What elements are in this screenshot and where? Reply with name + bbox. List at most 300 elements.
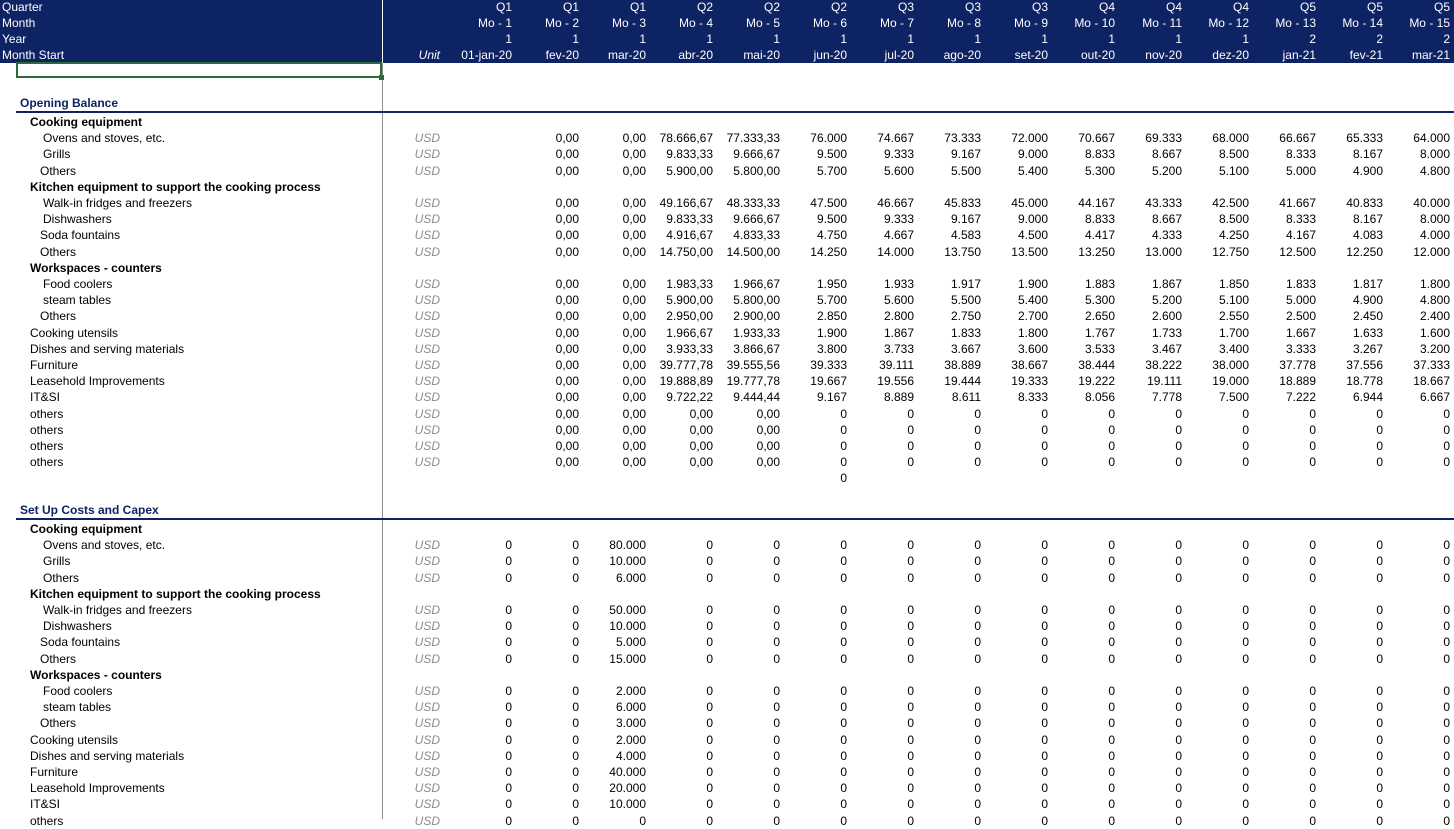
header-cell[interactable]: Q3 [1031, 0, 1048, 14]
value-cell[interactable]: 0 [907, 439, 914, 453]
value-cell[interactable]: 2.950,00 [666, 309, 713, 324]
value-cell[interactable]: 5.600 [883, 293, 914, 308]
value-cell[interactable]: 0 [840, 684, 847, 698]
header-cell[interactable]: Q4 [1165, 0, 1182, 14]
table-row[interactable] [0, 146, 1454, 162]
header-cell[interactable]: abr-20 [678, 48, 713, 62]
header-cell[interactable]: 1 [840, 32, 847, 46]
value-cell[interactable]: 0 [572, 570, 579, 585]
header-cell[interactable]: Mo - 9 [1013, 16, 1048, 30]
value-cell[interactable]: 8.000 [1419, 147, 1450, 162]
value-cell[interactable]: 0 [505, 635, 512, 650]
value-cell[interactable]: 0 [1242, 765, 1249, 779]
value-cell[interactable]: 10.000 [609, 619, 646, 634]
value-cell[interactable]: 0 [1443, 732, 1450, 747]
value-cell[interactable]: 0,00 [756, 406, 780, 421]
value-cell[interactable]: 0 [773, 781, 780, 796]
table-row[interactable] [0, 651, 1454, 667]
value-cell[interactable]: 0 [1242, 619, 1249, 634]
value-cell[interactable]: 0,00 [555, 228, 579, 243]
value-cell[interactable]: 0 [706, 538, 713, 553]
value-cell[interactable]: 0 [1376, 406, 1383, 421]
value-cell[interactable]: 0 [1041, 455, 1048, 470]
value-cell[interactable]: 9.333 [883, 212, 914, 227]
value-cell[interactable]: 1.966,67 [733, 277, 780, 291]
value-cell[interactable]: 39.111 [879, 358, 914, 372]
value-cell[interactable]: 5.600 [883, 163, 914, 178]
table-row[interactable] [0, 683, 1454, 699]
value-cell[interactable]: 9.167 [950, 147, 981, 162]
value-cell[interactable]: 0 [1175, 781, 1182, 796]
value-cell[interactable]: 0 [572, 538, 579, 553]
value-cell[interactable]: 0,00 [622, 277, 646, 291]
value-cell[interactable]: 2.700 [1017, 309, 1048, 324]
value-cell[interactable]: 0,00 [622, 212, 646, 227]
value-cell[interactable]: 3.800 [816, 341, 847, 356]
value-cell[interactable]: 5.200 [1151, 163, 1182, 178]
value-cell[interactable]: 9.666,67 [733, 212, 780, 227]
value-cell[interactable]: 0 [840, 813, 847, 828]
value-cell[interactable]: 15.000 [609, 651, 646, 666]
value-cell[interactable]: 0 [505, 781, 512, 796]
header-cell[interactable]: 1 [974, 32, 981, 46]
value-cell[interactable]: 76.000 [810, 131, 847, 146]
value-cell[interactable]: 0 [1309, 684, 1316, 698]
value-cell[interactable]: 6.000 [615, 570, 646, 585]
value-cell[interactable]: 4.000 [1419, 228, 1450, 243]
value-cell[interactable]: 0 [1041, 570, 1048, 585]
value-cell[interactable]: 0 [505, 716, 512, 731]
value-cell[interactable]: 8.167 [1352, 147, 1383, 162]
value-cell[interactable]: 0 [1175, 651, 1182, 666]
value-cell[interactable]: 0 [572, 716, 579, 731]
value-cell[interactable]: 0 [1309, 748, 1316, 763]
value-cell[interactable]: 8.667 [1151, 147, 1182, 162]
value-cell[interactable]: 8.056 [1084, 390, 1115, 405]
value-cell[interactable]: 2.400 [1419, 309, 1450, 324]
value-cell[interactable]: 2.000 [615, 732, 646, 747]
value-cell[interactable]: 0 [1376, 765, 1383, 779]
value-cell[interactable]: 0 [840, 455, 847, 470]
value-cell[interactable]: 0,00 [622, 455, 646, 470]
value-cell[interactable]: 0 [1041, 619, 1048, 634]
table-row[interactable] [0, 667, 1454, 683]
value-cell[interactable]: 0 [572, 651, 579, 666]
value-cell[interactable]: 8.333 [1017, 390, 1048, 405]
value-cell[interactable]: 3.267 [1352, 341, 1383, 356]
value-cell[interactable]: 7.222 [1285, 390, 1316, 405]
value-cell[interactable]: 0 [840, 635, 847, 650]
table-row[interactable] [0, 602, 1454, 618]
header-cell[interactable]: 01-jan-20 [461, 48, 512, 62]
value-cell[interactable]: 0 [1309, 797, 1316, 812]
table-row[interactable] [0, 179, 1454, 195]
value-cell[interactable]: 4.800 [1419, 293, 1450, 308]
value-cell[interactable]: 0 [1443, 651, 1450, 666]
value-cell[interactable]: 39.777,78 [659, 358, 713, 372]
value-cell[interactable]: 0 [1175, 554, 1182, 569]
value-cell[interactable]: 13.500 [1011, 244, 1048, 259]
value-cell[interactable]: 0 [773, 765, 780, 779]
value-cell[interactable]: 8.611 [951, 390, 981, 405]
value-cell[interactable]: 0 [1108, 813, 1115, 828]
value-cell[interactable]: 2.850 [816, 309, 847, 324]
value-cell[interactable]: 4.083 [1352, 228, 1383, 243]
value-cell[interactable]: 0,00 [622, 325, 646, 340]
value-cell[interactable]: 0 [1309, 570, 1316, 585]
value-cell[interactable]: 0 [505, 700, 512, 715]
value-cell[interactable]: 0,00 [555, 422, 579, 437]
value-cell[interactable]: 5.200 [1151, 293, 1182, 308]
value-cell[interactable]: 0,00 [622, 341, 646, 356]
value-cell[interactable]: 0 [505, 554, 512, 569]
value-cell[interactable]: 5.800,00 [733, 163, 780, 178]
value-cell[interactable]: 47.500 [810, 196, 847, 210]
value-cell[interactable]: 0,00 [622, 293, 646, 308]
value-cell[interactable]: 0,00 [622, 196, 646, 210]
value-cell[interactable]: 1.983,33 [666, 277, 713, 291]
value-cell[interactable]: 0 [706, 554, 713, 569]
value-cell[interactable]: 5.500 [950, 163, 981, 178]
value-cell[interactable]: 3.866,67 [733, 341, 780, 356]
value-cell[interactable]: 0 [1041, 813, 1048, 828]
value-cell[interactable]: 0 [1242, 700, 1249, 715]
value-cell[interactable]: 78.666,67 [659, 131, 713, 146]
value-cell[interactable]: 1.867 [1151, 277, 1182, 291]
value-cell[interactable]: 0,00 [756, 455, 780, 470]
value-cell[interactable]: 0 [1443, 603, 1450, 617]
value-cell[interactable]: 0 [1376, 797, 1383, 812]
value-cell[interactable]: 0 [974, 700, 981, 715]
value-cell[interactable]: 0 [1443, 684, 1450, 698]
value-cell[interactable]: 0 [1175, 538, 1182, 553]
value-cell[interactable]: 0 [907, 538, 914, 553]
value-cell[interactable]: 0 [1175, 748, 1182, 763]
value-cell[interactable]: 0 [1041, 635, 1048, 650]
value-cell[interactable]: 0 [1242, 635, 1249, 650]
header-cell[interactable]: 1 [773, 32, 780, 46]
value-cell[interactable]: 4.500 [1017, 228, 1048, 243]
value-cell[interactable]: 9.833,33 [666, 212, 713, 227]
value-cell[interactable]: 0 [907, 732, 914, 747]
header-cell[interactable]: out-20 [1080, 48, 1115, 62]
value-cell[interactable]: 0 [974, 538, 981, 553]
value-cell[interactable]: 74.667 [877, 131, 914, 146]
value-cell[interactable]: 0 [840, 748, 847, 763]
value-cell[interactable]: 0 [1175, 439, 1182, 453]
value-cell[interactable]: 40.000 [1413, 196, 1450, 210]
value-cell[interactable]: 1.817 [1352, 277, 1383, 291]
value-cell[interactable]: 0 [1242, 781, 1249, 796]
value-cell[interactable]: 0 [1376, 439, 1383, 453]
value-cell[interactable]: 0 [773, 619, 780, 634]
value-cell[interactable]: 0 [773, 570, 780, 585]
value-cell[interactable]: 40.833 [1346, 196, 1383, 210]
value-cell[interactable]: 0 [1041, 748, 1048, 763]
value-cell[interactable]: 0 [706, 619, 713, 634]
value-cell[interactable]: 4.167 [1285, 228, 1316, 243]
value-cell[interactable]: 0 [974, 651, 981, 666]
value-cell[interactable]: 5.000 [615, 635, 646, 650]
value-cell[interactable]: 0 [505, 619, 512, 634]
header-cell[interactable]: Mo - 3 [611, 16, 646, 30]
table-row[interactable] [0, 764, 1454, 780]
value-cell[interactable]: 2.450 [1352, 309, 1383, 324]
header-cell[interactable]: Mo - 2 [544, 16, 579, 30]
header-cell[interactable]: jan-21 [1282, 48, 1316, 62]
value-cell[interactable]: 45.833 [944, 196, 981, 210]
value-cell[interactable]: 8.833 [1084, 212, 1115, 227]
value-cell[interactable]: 0 [1443, 406, 1450, 421]
value-cell[interactable]: 6.000 [615, 700, 646, 715]
value-cell[interactable]: 0 [974, 765, 981, 779]
value-cell[interactable]: 0 [1376, 732, 1383, 747]
value-cell[interactable]: 5.400 [1017, 163, 1048, 178]
value-cell[interactable]: 0 [773, 813, 780, 828]
table-row[interactable] [0, 325, 1454, 341]
value-cell[interactable]: 0 [1041, 732, 1048, 747]
value-cell[interactable]: 0 [907, 797, 914, 812]
value-cell[interactable]: 0 [840, 538, 847, 553]
value-cell[interactable]: 0 [1309, 651, 1316, 666]
value-cell[interactable]: 0,00 [555, 293, 579, 308]
value-cell[interactable]: 0 [1108, 406, 1115, 421]
value-cell[interactable]: 1.667 [1285, 325, 1316, 340]
header-cell[interactable]: Mo - 1 [477, 16, 512, 30]
value-cell[interactable]: 14.250 [810, 244, 847, 259]
value-cell[interactable]: 0 [1443, 422, 1450, 437]
value-cell[interactable]: 72.000 [1011, 131, 1048, 146]
value-cell[interactable]: 0,00 [622, 358, 646, 372]
table-row[interactable] [0, 470, 1454, 486]
value-cell[interactable]: 19.667 [810, 374, 847, 389]
header-cell[interactable]: 2 [1376, 32, 1383, 46]
table-row[interactable] [0, 521, 1454, 537]
value-cell[interactable]: 5.800,00 [733, 293, 780, 308]
value-cell[interactable]: 4.900 [1352, 293, 1383, 308]
table-row[interactable] [0, 292, 1454, 308]
value-cell[interactable]: 0 [1175, 684, 1182, 698]
value-cell[interactable]: 37.556 [1346, 358, 1383, 372]
header-cell[interactable]: Q2 [696, 0, 713, 14]
header-cell[interactable]: 2 [1443, 32, 1450, 46]
value-cell[interactable]: 13.000 [1145, 244, 1182, 259]
value-cell[interactable]: 18.778 [1346, 374, 1383, 389]
value-cell[interactable]: 0 [1175, 406, 1182, 421]
value-cell[interactable]: 46.667 [877, 196, 914, 210]
value-cell[interactable]: 0 [1108, 538, 1115, 553]
value-cell[interactable]: 0 [1175, 700, 1182, 715]
value-cell[interactable]: 3.000 [615, 716, 646, 731]
value-cell[interactable]: 0 [974, 422, 981, 437]
value-cell[interactable]: 0 [1376, 651, 1383, 666]
value-cell[interactable]: 2.800 [883, 309, 914, 324]
value-cell[interactable]: 0 [1108, 748, 1115, 763]
value-cell[interactable]: 0,00 [555, 406, 579, 421]
value-cell[interactable]: 0 [1041, 765, 1048, 779]
value-cell[interactable]: 0 [974, 406, 981, 421]
header-cell[interactable]: 1 [1108, 32, 1115, 46]
value-cell[interactable]: 0 [1108, 439, 1115, 453]
value-cell[interactable]: 1.917 [950, 277, 981, 291]
value-cell[interactable]: 0 [1443, 554, 1450, 569]
value-cell[interactable]: 0 [1443, 619, 1450, 634]
value-cell[interactable]: 12.000 [1413, 244, 1450, 259]
value-cell[interactable]: 0 [974, 716, 981, 731]
table-row[interactable] [0, 227, 1454, 243]
value-cell[interactable]: 0 [907, 765, 914, 779]
value-cell[interactable]: 1.966,67 [666, 325, 713, 340]
value-cell[interactable]: 0,00 [555, 439, 579, 453]
value-cell[interactable]: 0 [639, 813, 646, 828]
value-cell[interactable]: 0,00 [622, 163, 646, 178]
value-cell[interactable]: 0 [1376, 635, 1383, 650]
value-cell[interactable]: 20.000 [609, 781, 646, 796]
value-cell[interactable]: 0 [505, 684, 512, 698]
value-cell[interactable]: 0,00 [689, 455, 713, 470]
value-cell[interactable]: 0 [974, 603, 981, 617]
value-cell[interactable]: 8.333 [1285, 212, 1316, 227]
header-cell[interactable]: Mo - 7 [879, 16, 914, 30]
value-cell[interactable]: 6.667 [1419, 390, 1450, 405]
value-cell[interactable]: 2.750 [950, 309, 981, 324]
value-cell[interactable]: 0 [974, 439, 981, 453]
value-cell[interactable]: 12.750 [1212, 244, 1249, 259]
value-cell[interactable]: 0 [773, 732, 780, 747]
value-cell[interactable]: 3.467 [1151, 341, 1182, 356]
value-cell[interactable]: 0 [572, 603, 579, 617]
value-cell[interactable]: 0 [1376, 748, 1383, 763]
value-cell[interactable]: 0,00 [622, 131, 646, 146]
header-cell[interactable]: mai-20 [743, 48, 780, 62]
value-cell[interactable]: 3.733 [883, 341, 914, 356]
value-cell[interactable]: 43.333 [1145, 196, 1182, 210]
value-cell[interactable]: 0 [1041, 684, 1048, 698]
header-cell[interactable]: Mo - 10 [1074, 16, 1115, 30]
value-cell[interactable]: 0 [1309, 439, 1316, 453]
value-cell[interactable]: 0 [706, 684, 713, 698]
header-cell[interactable]: Mo - 13 [1275, 16, 1316, 30]
value-cell[interactable]: 0,00 [622, 390, 646, 405]
value-cell[interactable]: 19.111 [1147, 374, 1182, 389]
value-cell[interactable]: 0 [907, 406, 914, 421]
table-row[interactable] [0, 389, 1454, 405]
value-cell[interactable]: 0,00 [555, 244, 579, 259]
value-cell[interactable]: 0 [1309, 765, 1316, 779]
value-cell[interactable]: 0 [1041, 603, 1048, 617]
value-cell[interactable]: 0 [1376, 603, 1383, 617]
value-cell[interactable]: 0,00 [555, 147, 579, 162]
value-cell[interactable]: 5.300 [1084, 293, 1115, 308]
value-cell[interactable]: 0 [1443, 700, 1450, 715]
header-cell[interactable]: ago-20 [943, 48, 981, 62]
header-cell[interactable]: Mo - 12 [1208, 16, 1249, 30]
value-cell[interactable]: 0 [706, 732, 713, 747]
value-cell[interactable]: 0 [505, 570, 512, 585]
value-cell[interactable]: 80.000 [609, 538, 646, 553]
value-cell[interactable]: 0,00 [622, 244, 646, 259]
value-cell[interactable]: 13.750 [944, 244, 981, 259]
value-cell[interactable]: 0 [907, 570, 914, 585]
value-cell[interactable]: 3.600 [1017, 341, 1048, 356]
value-cell[interactable]: 0,00 [689, 422, 713, 437]
value-cell[interactable]: 0,00 [622, 309, 646, 324]
value-cell[interactable]: 0 [974, 635, 981, 650]
value-cell[interactable]: 50.000 [609, 603, 646, 617]
value-cell[interactable]: 1.933 [883, 277, 914, 291]
value-cell[interactable]: 0 [505, 797, 512, 812]
value-cell[interactable]: 0 [706, 603, 713, 617]
value-cell[interactable]: 0 [974, 455, 981, 470]
value-cell[interactable]: 8.167 [1352, 212, 1383, 227]
value-cell[interactable]: 0 [773, 603, 780, 617]
value-cell[interactable]: 44.167 [1078, 196, 1115, 210]
value-cell[interactable]: 0,00 [756, 422, 780, 437]
value-cell[interactable]: 1.883 [1084, 277, 1115, 291]
table-row[interactable] [0, 195, 1454, 211]
value-cell[interactable]: 68.000 [1212, 131, 1249, 146]
value-cell[interactable]: 0 [1108, 765, 1115, 779]
value-cell[interactable]: 0 [840, 439, 847, 453]
value-cell[interactable]: 0 [773, 554, 780, 569]
value-cell[interactable]: 14.000 [877, 244, 914, 259]
value-cell[interactable]: 9.333 [883, 147, 914, 162]
header-cell[interactable]: Q5 [1433, 0, 1450, 14]
value-cell[interactable]: 9.444,44 [733, 390, 780, 405]
value-cell[interactable]: 0 [1443, 455, 1450, 470]
value-cell[interactable]: 0 [1309, 813, 1316, 828]
value-cell[interactable]: 0 [907, 651, 914, 666]
header-cell[interactable]: Q5 [1299, 0, 1316, 14]
value-cell[interactable]: 0 [974, 684, 981, 698]
value-cell[interactable]: 0 [1443, 439, 1450, 453]
table-row[interactable] [0, 699, 1454, 715]
value-cell[interactable]: 0 [572, 765, 579, 779]
value-cell[interactable]: 9.500 [816, 147, 847, 162]
value-cell[interactable]: 0 [773, 684, 780, 698]
value-cell[interactable]: 0 [840, 603, 847, 617]
value-cell[interactable]: 4.833,33 [733, 228, 780, 243]
table-row[interactable] [0, 130, 1454, 146]
value-cell[interactable]: 1.600 [1419, 325, 1450, 340]
value-cell[interactable]: 0 [706, 651, 713, 666]
value-cell[interactable]: 18.667 [1413, 374, 1450, 389]
value-cell[interactable]: 0 [1309, 781, 1316, 796]
value-cell[interactable]: 0 [1108, 635, 1115, 650]
table-row[interactable] [0, 276, 1454, 292]
value-cell[interactable]: 0,00 [689, 406, 713, 421]
value-cell[interactable]: 0,00 [622, 147, 646, 162]
value-cell[interactable]: 0 [1242, 554, 1249, 569]
value-cell[interactable]: 0 [1443, 797, 1450, 812]
value-cell[interactable]: 0 [907, 781, 914, 796]
header-cell[interactable]: 1 [639, 32, 646, 46]
value-cell[interactable]: 0 [773, 651, 780, 666]
value-cell[interactable]: 8.889 [883, 390, 914, 405]
value-cell[interactable]: 48.333,33 [726, 196, 780, 210]
value-cell[interactable]: 0 [773, 538, 780, 553]
value-cell[interactable]: 69.333 [1145, 131, 1182, 146]
value-cell[interactable]: 0 [1443, 538, 1450, 553]
value-cell[interactable]: 2.600 [1151, 309, 1182, 324]
value-cell[interactable]: 0 [1175, 732, 1182, 747]
value-cell[interactable]: 0 [505, 603, 512, 617]
value-cell[interactable]: 4.900 [1352, 163, 1383, 178]
value-cell[interactable]: 0 [974, 781, 981, 796]
header-cell[interactable]: 1 [505, 32, 512, 46]
value-cell[interactable]: 0 [1108, 732, 1115, 747]
value-cell[interactable]: 0 [1041, 406, 1048, 421]
